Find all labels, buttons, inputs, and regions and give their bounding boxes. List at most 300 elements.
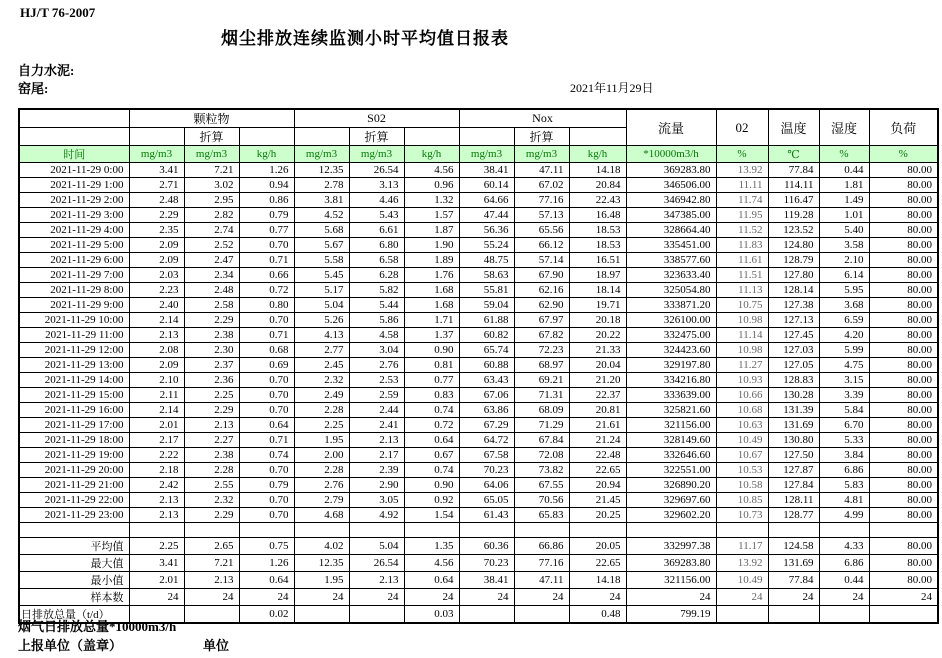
value-cell: 0.74 xyxy=(404,463,459,478)
summary-value-cell: 2.25 xyxy=(129,538,184,555)
value-cell: 131.39 xyxy=(768,403,819,418)
value-cell: 67.02 xyxy=(514,178,569,193)
value-cell: 2.77 xyxy=(294,343,349,358)
value-cell: 5.82 xyxy=(349,283,404,298)
value-cell: 20.81 xyxy=(569,403,626,418)
value-cell: 127.13 xyxy=(768,313,819,328)
blank-cell xyxy=(19,523,129,538)
summary-value-cell: 0.64 xyxy=(404,572,459,589)
value-cell: 4.46 xyxy=(349,193,404,208)
value-cell: 56.36 xyxy=(459,223,514,238)
summary-value-cell: 0.64 xyxy=(239,572,294,589)
summary-value-cell: 24 xyxy=(569,589,626,606)
blank-cell xyxy=(129,128,184,146)
value-cell: 80.00 xyxy=(869,403,938,418)
value-cell: 369283.80 xyxy=(626,163,716,178)
value-cell: 80.00 xyxy=(869,178,938,193)
unit-cell: mg/m3 xyxy=(514,146,569,163)
value-cell: 0.83 xyxy=(404,388,459,403)
time-cell: 2021-11-29 2:00 xyxy=(19,193,129,208)
value-cell: 67.84 xyxy=(514,433,569,448)
value-cell: 0.94 xyxy=(239,178,294,193)
summary-value-cell: 24 xyxy=(716,589,768,606)
value-cell: 62.90 xyxy=(514,298,569,313)
value-cell: 2.59 xyxy=(349,388,404,403)
value-cell: 80.00 xyxy=(869,208,938,223)
value-cell: 80.00 xyxy=(869,493,938,508)
summary-value-cell: 80.00 xyxy=(869,538,938,555)
value-cell: 0.44 xyxy=(819,163,869,178)
value-cell: 127.45 xyxy=(768,328,819,343)
value-cell: 18.53 xyxy=(569,223,626,238)
value-cell: 127.38 xyxy=(768,298,819,313)
value-cell: 2.38 xyxy=(184,328,239,343)
value-cell: 55.24 xyxy=(459,238,514,253)
time-cell: 2021-11-29 14:00 xyxy=(19,373,129,388)
value-cell: 2.53 xyxy=(349,373,404,388)
value-cell: 5.86 xyxy=(349,313,404,328)
value-cell: 0.68 xyxy=(239,343,294,358)
table-row xyxy=(19,343,938,358)
value-cell: 2.27 xyxy=(184,433,239,448)
value-cell: 47.11 xyxy=(514,163,569,178)
value-cell: 0.90 xyxy=(404,343,459,358)
summary-value-cell: 124.58 xyxy=(768,538,819,555)
blank-cell xyxy=(459,523,514,538)
time-cell: 2021-11-29 4:00 xyxy=(19,223,129,238)
value-cell: 11.13 xyxy=(716,283,768,298)
value-cell: 70.23 xyxy=(459,463,514,478)
summary-value-cell: 4.02 xyxy=(294,538,349,555)
value-cell: 6.14 xyxy=(819,268,869,283)
value-cell: 4.75 xyxy=(819,358,869,373)
value-cell: 2.29 xyxy=(184,508,239,523)
value-cell: 0.67 xyxy=(404,448,459,463)
value-cell: 22.37 xyxy=(569,388,626,403)
table-row xyxy=(19,478,938,493)
value-cell: 329697.60 xyxy=(626,493,716,508)
value-cell: 3.04 xyxy=(349,343,404,358)
value-cell: 2.35 xyxy=(129,223,184,238)
summary-value-cell xyxy=(514,606,569,624)
value-cell: 20.25 xyxy=(569,508,626,523)
value-cell: 3.15 xyxy=(819,373,869,388)
table-row xyxy=(19,193,938,208)
summary-value-cell: 24 xyxy=(239,589,294,606)
value-cell: 21.20 xyxy=(569,373,626,388)
summary-row xyxy=(19,538,938,555)
summary-value-cell: 2.13 xyxy=(349,572,404,589)
time-cell: 2021-11-29 19:00 xyxy=(19,448,129,463)
value-cell: 64.66 xyxy=(459,193,514,208)
value-cell: 2.76 xyxy=(349,358,404,373)
summary-value-cell xyxy=(184,606,239,624)
value-cell: 67.90 xyxy=(514,268,569,283)
value-cell: 11.61 xyxy=(716,253,768,268)
value-cell: 5.43 xyxy=(349,208,404,223)
value-cell: 80.00 xyxy=(869,223,938,238)
value-cell: 67.97 xyxy=(514,313,569,328)
table-row xyxy=(19,448,938,463)
value-cell: 2.00 xyxy=(294,448,349,463)
value-cell: 4.52 xyxy=(294,208,349,223)
value-cell: 65.83 xyxy=(514,508,569,523)
flue-gas-total-note: 烟气日排放总量*10000m3/h xyxy=(18,619,177,634)
value-cell: 0.71 xyxy=(239,328,294,343)
value-cell: 2.95 xyxy=(184,193,239,208)
value-cell: 2.25 xyxy=(184,388,239,403)
value-cell: 1.71 xyxy=(404,313,459,328)
blank-cell xyxy=(19,109,129,128)
value-cell: 5.58 xyxy=(294,253,349,268)
table-body xyxy=(19,163,938,624)
table-row xyxy=(19,238,938,253)
summary-value-cell: 3.41 xyxy=(129,555,184,572)
value-cell: 0.70 xyxy=(239,313,294,328)
value-cell: 2.82 xyxy=(184,208,239,223)
summary-value-cell: 24 xyxy=(626,589,716,606)
time-cell: 2021-11-29 3:00 xyxy=(19,208,129,223)
time-cell: 2021-11-29 20:00 xyxy=(19,463,129,478)
value-cell: 80.00 xyxy=(869,328,938,343)
value-cell: 5.26 xyxy=(294,313,349,328)
value-cell: 127.03 xyxy=(768,343,819,358)
value-cell: 80.00 xyxy=(869,313,938,328)
value-cell: 80.00 xyxy=(869,478,938,493)
value-cell: 20.94 xyxy=(569,478,626,493)
summary-label: 最大值 xyxy=(19,555,129,572)
blank-cell xyxy=(404,523,459,538)
summary-value-cell: 24 xyxy=(768,589,819,606)
value-cell: 335451.00 xyxy=(626,238,716,253)
value-cell: 22.65 xyxy=(569,463,626,478)
value-cell: 2.45 xyxy=(294,358,349,373)
column-header-o2: 02 xyxy=(716,109,768,146)
value-cell: 20.22 xyxy=(569,328,626,343)
table-row xyxy=(19,313,938,328)
value-cell: 1.68 xyxy=(404,283,459,298)
value-cell: 4.99 xyxy=(819,508,869,523)
table-row xyxy=(19,328,938,343)
value-cell: 0.70 xyxy=(239,403,294,418)
value-cell: 2.38 xyxy=(184,448,239,463)
value-cell: 2.13 xyxy=(349,433,404,448)
summary-value-cell xyxy=(459,606,514,624)
unit-cell: *10000m3/h xyxy=(626,146,716,163)
value-cell: 0.64 xyxy=(239,418,294,433)
value-cell: 19.71 xyxy=(569,298,626,313)
value-cell: 2.37 xyxy=(184,358,239,373)
summary-value-cell: 0.44 xyxy=(819,572,869,589)
blank-cell xyxy=(626,523,716,538)
unit-cell: mg/m3 xyxy=(129,146,184,163)
value-cell: 80.00 xyxy=(869,463,938,478)
summary-value-cell: 10.49 xyxy=(716,572,768,589)
value-cell: 11.95 xyxy=(716,208,768,223)
value-cell: 10.49 xyxy=(716,433,768,448)
summary-value-cell: 24 xyxy=(129,589,184,606)
value-cell: 71.31 xyxy=(514,388,569,403)
blank-cell xyxy=(869,523,938,538)
value-cell: 338577.60 xyxy=(626,253,716,268)
value-cell: 5.99 xyxy=(819,343,869,358)
value-cell: 2.30 xyxy=(184,343,239,358)
value-cell: 67.82 xyxy=(514,328,569,343)
summary-value-cell: 0.48 xyxy=(569,606,626,624)
value-cell: 1.95 xyxy=(294,433,349,448)
value-cell: 0.79 xyxy=(239,478,294,493)
summary-value-cell: 14.18 xyxy=(569,572,626,589)
blank-cell xyxy=(129,523,184,538)
table-row xyxy=(19,283,938,298)
unit-cell: kg/h xyxy=(404,146,459,163)
value-cell: 73.82 xyxy=(514,463,569,478)
value-cell: 2.10 xyxy=(129,373,184,388)
value-cell: 2.79 xyxy=(294,493,349,508)
value-cell: 332475.00 xyxy=(626,328,716,343)
value-cell: 0.64 xyxy=(404,433,459,448)
value-cell: 0.90 xyxy=(404,478,459,493)
value-cell: 0.79 xyxy=(239,208,294,223)
blank-cell xyxy=(19,128,129,146)
summary-value-cell: 332997.38 xyxy=(626,538,716,555)
value-cell: 1.01 xyxy=(819,208,869,223)
value-cell: 65.56 xyxy=(514,223,569,238)
value-cell: 3.39 xyxy=(819,388,869,403)
summary-value-cell: 0.75 xyxy=(239,538,294,555)
value-cell: 7.21 xyxy=(184,163,239,178)
value-cell: 323633.40 xyxy=(626,268,716,283)
unit-cell: % xyxy=(819,146,869,163)
value-cell: 10.73 xyxy=(716,508,768,523)
value-cell: 0.70 xyxy=(239,463,294,478)
blank-cell xyxy=(716,523,768,538)
value-cell: 2.25 xyxy=(294,418,349,433)
company-label: 自力水泥: xyxy=(18,63,75,78)
value-cell: 328149.60 xyxy=(626,433,716,448)
value-cell: 77.84 xyxy=(768,163,819,178)
value-cell: 2.40 xyxy=(129,298,184,313)
summary-value-cell: 1.35 xyxy=(404,538,459,555)
summary-value-cell xyxy=(768,606,819,624)
value-cell: 10.98 xyxy=(716,313,768,328)
value-cell: 11.83 xyxy=(716,238,768,253)
table-row xyxy=(19,463,938,478)
value-cell: 4.68 xyxy=(294,508,349,523)
blank-cell xyxy=(459,128,514,146)
summary-value-cell: 22.65 xyxy=(569,555,626,572)
summary-value-cell: 5.04 xyxy=(349,538,404,555)
column-header-temperature: 温度 xyxy=(768,109,819,146)
group-header-particulate: 颗粒物 xyxy=(129,109,294,128)
value-cell: 2.14 xyxy=(129,403,184,418)
time-cell: 2021-11-29 10:00 xyxy=(19,313,129,328)
value-cell: 5.33 xyxy=(819,433,869,448)
value-cell: 0.74 xyxy=(239,448,294,463)
time-column-header: 时间 xyxy=(19,146,129,163)
value-cell: 2.23 xyxy=(129,283,184,298)
value-cell: 5.44 xyxy=(349,298,404,313)
unit-label: 单位 xyxy=(203,638,230,653)
value-cell: 2.32 xyxy=(294,373,349,388)
value-cell: 20.84 xyxy=(569,178,626,193)
value-cell: 26.54 xyxy=(349,163,404,178)
summary-value-cell xyxy=(716,606,768,624)
value-cell: 80.00 xyxy=(869,388,938,403)
summary-value-cell: 24 xyxy=(184,589,239,606)
value-cell: 10.63 xyxy=(716,418,768,433)
time-cell: 2021-11-29 16:00 xyxy=(19,403,129,418)
summary-value-cell xyxy=(869,606,938,624)
summary-value-cell: 24 xyxy=(404,589,459,606)
value-cell: 10.66 xyxy=(716,388,768,403)
time-cell: 2021-11-29 9:00 xyxy=(19,298,129,313)
value-cell: 322551.00 xyxy=(626,463,716,478)
value-cell: 3.68 xyxy=(819,298,869,313)
value-cell: 1.32 xyxy=(404,193,459,208)
value-cell: 2.55 xyxy=(184,478,239,493)
value-cell: 4.81 xyxy=(819,493,869,508)
value-cell: 127.80 xyxy=(768,268,819,283)
value-cell: 2.52 xyxy=(184,238,239,253)
value-cell: 5.83 xyxy=(819,478,869,493)
table-row xyxy=(19,373,938,388)
value-cell: 3.58 xyxy=(819,238,869,253)
column-header-flow: 流量 xyxy=(626,109,716,146)
value-cell: 63.43 xyxy=(459,373,514,388)
blank-cell xyxy=(819,523,869,538)
conversion-header: 折算 xyxy=(184,128,239,146)
summary-value-cell: 369283.80 xyxy=(626,555,716,572)
value-cell: 130.28 xyxy=(768,388,819,403)
unit-cell: mg/m3 xyxy=(459,146,514,163)
value-cell: 2.22 xyxy=(129,448,184,463)
summary-label: 平均值 xyxy=(19,538,129,555)
value-cell: 72.08 xyxy=(514,448,569,463)
value-cell: 2.13 xyxy=(129,328,184,343)
value-cell: 334216.80 xyxy=(626,373,716,388)
value-cell: 127.87 xyxy=(768,463,819,478)
value-cell: 3.02 xyxy=(184,178,239,193)
value-cell: 2.90 xyxy=(349,478,404,493)
value-cell: 128.77 xyxy=(768,508,819,523)
kiln-label: 窑尾: xyxy=(18,81,49,96)
value-cell: 67.06 xyxy=(459,388,514,403)
value-cell: 5.04 xyxy=(294,298,349,313)
table-row xyxy=(19,268,938,283)
value-cell: 2.01 xyxy=(129,418,184,433)
value-cell: 1.81 xyxy=(819,178,869,193)
summary-value-cell: 131.69 xyxy=(768,555,819,572)
value-cell: 10.53 xyxy=(716,463,768,478)
value-cell: 347385.00 xyxy=(626,208,716,223)
value-cell: 2.32 xyxy=(184,493,239,508)
summary-value-cell: 0.03 xyxy=(404,606,459,624)
summary-value-cell: 321156.00 xyxy=(626,572,716,589)
unit-cell: ℃ xyxy=(768,146,819,163)
value-cell: 0.72 xyxy=(239,283,294,298)
value-cell: 21.61 xyxy=(569,418,626,433)
summary-value-cell: 80.00 xyxy=(869,555,938,572)
value-cell: 325054.80 xyxy=(626,283,716,298)
value-cell: 80.00 xyxy=(869,433,938,448)
value-cell: 1.54 xyxy=(404,508,459,523)
value-cell: 80.00 xyxy=(869,193,938,208)
value-cell: 18.97 xyxy=(569,268,626,283)
table-row xyxy=(19,433,938,448)
table-row xyxy=(19,298,938,313)
value-cell: 1.49 xyxy=(819,193,869,208)
blank-cell xyxy=(239,523,294,538)
value-cell: 2.09 xyxy=(129,238,184,253)
blank-cell xyxy=(349,523,404,538)
table-row xyxy=(19,388,938,403)
value-cell: 80.00 xyxy=(869,373,938,388)
value-cell: 67.58 xyxy=(459,448,514,463)
value-cell: 16.51 xyxy=(569,253,626,268)
time-cell: 2021-11-29 12:00 xyxy=(19,343,129,358)
report-table xyxy=(18,108,939,624)
table-row xyxy=(19,508,938,523)
value-cell: 5.45 xyxy=(294,268,349,283)
summary-value-cell: 11.17 xyxy=(716,538,768,555)
value-cell: 0.71 xyxy=(239,433,294,448)
summary-value-cell: 4.33 xyxy=(819,538,869,555)
summary-value-cell: 13.92 xyxy=(716,555,768,572)
value-cell: 14.18 xyxy=(569,163,626,178)
value-cell: 2.14 xyxy=(129,313,184,328)
summary-value-cell: 24 xyxy=(514,589,569,606)
value-cell: 326890.20 xyxy=(626,478,716,493)
summary-value-cell: 77.16 xyxy=(514,555,569,572)
value-cell: 80.00 xyxy=(869,253,938,268)
value-cell: 128.11 xyxy=(768,493,819,508)
summary-value-cell xyxy=(819,606,869,624)
value-cell: 2.47 xyxy=(184,253,239,268)
table-row xyxy=(19,253,938,268)
value-cell: 59.04 xyxy=(459,298,514,313)
time-cell: 2021-11-29 1:00 xyxy=(19,178,129,193)
value-cell: 21.33 xyxy=(569,343,626,358)
unit-cell: mg/m3 xyxy=(184,146,239,163)
time-cell: 2021-11-29 7:00 xyxy=(19,268,129,283)
value-cell: 64.72 xyxy=(459,433,514,448)
conversion-header: 折算 xyxy=(514,128,569,146)
value-cell: 3.05 xyxy=(349,493,404,508)
value-cell: 6.28 xyxy=(349,268,404,283)
value-cell: 2.34 xyxy=(184,268,239,283)
value-cell: 2.09 xyxy=(129,253,184,268)
value-cell: 328664.40 xyxy=(626,223,716,238)
blank-cell xyxy=(239,128,294,146)
value-cell: 2.74 xyxy=(184,223,239,238)
value-cell: 21.24 xyxy=(569,433,626,448)
value-cell: 64.06 xyxy=(459,478,514,493)
table-row xyxy=(19,358,938,373)
value-cell: 60.88 xyxy=(459,358,514,373)
value-cell: 2.48 xyxy=(129,193,184,208)
value-cell: 128.83 xyxy=(768,373,819,388)
value-cell: 21.45 xyxy=(569,493,626,508)
value-cell: 57.13 xyxy=(514,208,569,223)
value-cell: 22.48 xyxy=(569,448,626,463)
value-cell: 77.16 xyxy=(514,193,569,208)
value-cell: 6.70 xyxy=(819,418,869,433)
unit-cell: % xyxy=(716,146,768,163)
value-cell: 5.84 xyxy=(819,403,869,418)
value-cell: 128.79 xyxy=(768,253,819,268)
value-cell: 10.98 xyxy=(716,343,768,358)
